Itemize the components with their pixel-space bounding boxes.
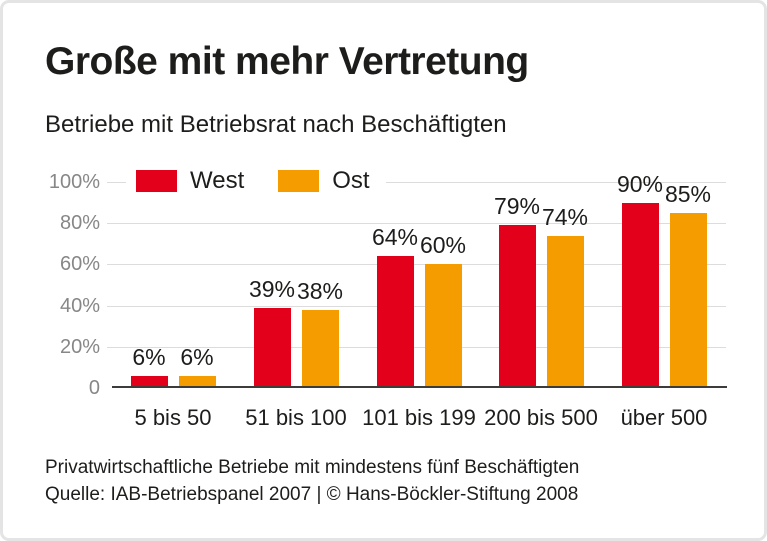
x-category-label: 200 bis 500 [484,405,598,430]
chart-source: Quelle: IAB-Betriebspanel 2007 | © Hans-Böckler-Stiftung 2008 [45,484,579,505]
bar-west-1 [254,308,291,388]
legend-label-west: West [190,167,245,194]
bar-value-label: 64% [371,224,419,250]
y-tick-label: 0 [88,377,100,399]
chart-title: Große mit mehr Vertretung [45,40,529,83]
bar-value-label: 39% [248,276,296,302]
x-category-label: 51 bis 100 [245,405,347,430]
legend-swatch-west [136,170,177,192]
bar-ost-3 [547,236,584,388]
bar-ost-4 [670,213,707,388]
legend-label-ost: Ost [332,167,370,194]
chart-legend [126,166,386,196]
x-category-label: 101 bis 199 [362,405,476,430]
bar-value-label: 6% [180,344,214,370]
x-axis-line [112,386,727,388]
chart-subtitle: Betriebe mit Betriebsrat nach Beschäftigten [45,111,507,138]
legend-item-west [136,167,244,195]
x-category-label: über 500 [620,405,708,430]
y-tick-label: 100% [48,171,100,193]
bar-west-4 [622,203,659,388]
bar-value-label: 6% [132,344,166,370]
bar-value-label: 90% [616,171,664,197]
bar-value-label: 79% [493,193,541,219]
bar-value-label: 74% [541,204,589,230]
y-tick-label: 60% [59,253,100,275]
bar-value-label: 60% [419,232,467,258]
y-tick-label: 80% [59,212,100,234]
bar-value-label: 38% [296,278,344,304]
chart-footnote: Privatwirtschaftliche Betriebe mit mindestens fünf Beschäftigten [45,457,580,478]
bar-ost-2 [425,264,462,388]
bar-value-label: 85% [664,181,712,207]
bar-west-3 [499,225,536,388]
legend-swatch-ost [278,170,319,192]
x-category-label: 5 bis 50 [134,405,212,430]
bar-ost-1 [302,310,339,388]
legend-item-ost [278,167,369,195]
bar-west-2 [377,256,414,388]
y-tick-label: 40% [59,295,100,317]
y-tick-label: 20% [59,336,100,358]
